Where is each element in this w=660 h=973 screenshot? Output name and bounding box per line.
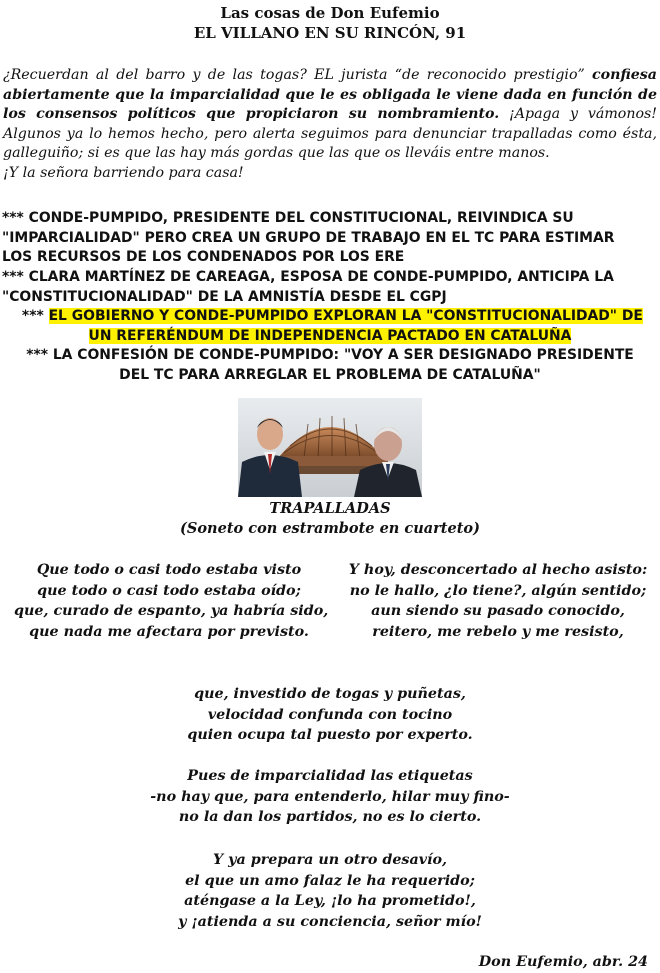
news-line: LOS RECURSOS DE LOS CONDENADOS POR LOS ERE [2,249,405,266]
intro-line-2 [3,86,657,106]
verse-line: -no hay que, para entenderlo, hilar muy fino- [150,788,510,805]
verse-line: que todo o casi todo estaba oído; [37,582,301,599]
news-item-1 [2,209,660,268]
news-photo [238,398,422,497]
page-title: Las cosas de Don Eufemio [220,4,440,22]
verse-line: velocidad confunda con tocino [207,706,453,723]
intro-text: ¡Apaga y vámonos! [499,106,657,123]
verse-line: quien ocupa tal puesto por experto. [187,727,473,743]
stanza-3 [0,684,660,746]
news-line: "IMPARCIALIDAD" PERO CREA UN GRUPO DE TRABAJO EN EL TC PARA ESTIMAR [2,229,615,246]
verse-line: y ¡atienda a su conciencia, señor mío! [178,913,482,930]
verse-line: aténgase a la Ley, ¡lo ha prometido!, [184,893,476,909]
news-item-2 [2,268,660,307]
intro-bold: los consensos políticos que propiciaron su nombramiento. [3,106,500,123]
verse-line: el que un amo falaz le ha requerido; [185,872,475,889]
poem-subtitle: (Soneto con estrambote en cuarteto) [180,520,480,537]
news-prefix: *** [17,308,49,324]
signature: Don Eufemio, abr. 24 [478,954,648,970]
stanza-2 [340,560,656,642]
news-line: DEL TC PARA ARREGLAR EL PROBLEMA DE CATALUÑA" [119,366,541,383]
verse-line: Y hoy, desconcertado al hecho asisto: [348,562,648,578]
intro-text: ¿Recuerdan al del barro y de las togas? EL jurista “de reconocido prestigio” [3,67,593,83]
stanza-1 [14,560,329,642]
news-line: *** CONDE-PUMPIDO, PRESIDENTE DEL CONSTITUCIONAL, REIVINDICA SU [2,210,574,226]
verse-line: Y ya prepara un otro desavío, [213,852,447,868]
news-line: *** CLARA MARTÍNEZ DE CAREAGA, ESPOSA DE CONDE-PUMPIDO, ANTICIPA LA [2,269,614,285]
intro-line-6: ¡Y la señora barriendo para casa! [3,164,244,181]
news-line: *** LA CONFESIÓN DE CONDE-PUMPIDO: "VOY A SER DESIGNADO PRESIDENTE [26,347,634,363]
page-subtitle: EL VILLANO EN SU RINCÓN, 91 [193,24,467,42]
verse-line: aun siendo su pasado conocido, [371,603,625,619]
intro-line-4: Algunos ya lo hemos hecho, pero alerta seguimos para denunciar trapalladas como ésta, [3,125,657,142]
intro-line-3 [3,105,657,125]
verse-line: que, curado de espanto, ya habría sido, [14,603,329,619]
intro-bold: abiertamente que la imparcialidad que le es obligada le viene dada en función de [3,86,657,103]
verse-line: que nada me afectara por previsto. [29,623,309,640]
verse-line: no la dan los partidos, no es lo cierto. [178,809,482,825]
verse-line: no le hallo, ¿lo tiene?, algún sentido; [349,582,647,599]
verse-line: reitero, me rebelo y me resisto, [372,623,624,640]
verse-line: Que todo o casi todo estaba visto [36,562,302,578]
verse-line: que, investido de togas y puñetas, [194,686,466,702]
news-highlight: EL GOBIERNO Y CONDE-PUMPIDO EXPLORAN LA "CONSTITUCIONALIDAD" DE [48,308,643,324]
verse-line: Pues de imparcialidad las etiquetas [187,768,473,784]
photo-illustration [238,398,422,497]
news-item-3 [0,307,660,346]
intro-line-1 [3,66,657,86]
stanza-4 [0,766,660,828]
intro-paragraph [3,66,657,184]
intro-bold: confiesa [592,67,657,83]
news-item-4 [0,346,660,385]
intro-line-5: galleguiño; si es que las hay más gordas que las que os lleváis entre manos. [3,145,550,162]
news-line: "CONSTITUCIONALIDAD" DE LA AMNISTÍA DESDE EL CGPJ [2,288,447,305]
poem-title: TRAPALLADAS [269,500,391,517]
stanza-5 [0,850,660,932]
news-highlight: UN REFERÉNDUM DE INDEPENDENCIA PACTADO EN CATALUÑA [88,327,572,344]
